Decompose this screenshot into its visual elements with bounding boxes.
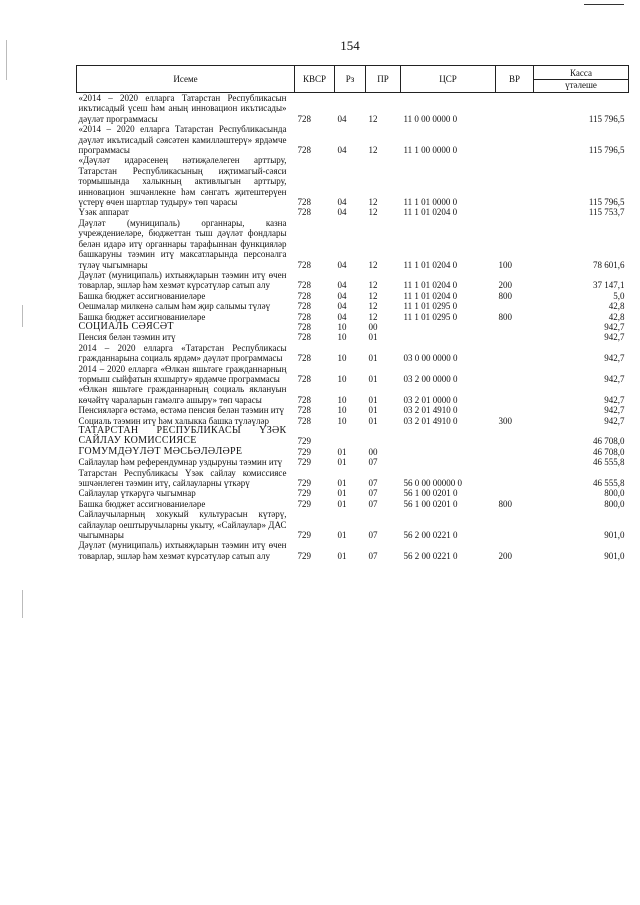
cell-vr: 200 bbox=[498, 280, 512, 291]
cell-rz: 04 bbox=[337, 290, 347, 301]
cell-rz: 10 bbox=[337, 321, 347, 332]
cell-csr: 11 1 01 0204 0 bbox=[403, 207, 458, 218]
cell-amount: 942,7 bbox=[604, 353, 625, 364]
cell-amount: 942,7 bbox=[604, 332, 625, 343]
table-row bbox=[77, 447, 629, 457]
cell-vr bbox=[496, 332, 534, 342]
cell-name: Пенсия белән тәэмин итү bbox=[78, 332, 176, 343]
header-amount bbox=[534, 66, 629, 93]
cell-rz: 10 bbox=[337, 394, 347, 405]
cell-amount: 115 796,5 bbox=[588, 113, 625, 124]
cell-csr bbox=[401, 426, 496, 447]
cell-csr: 03 2 01 4910 0 bbox=[403, 405, 458, 416]
table-row bbox=[77, 384, 629, 405]
cell-kvsr: 728 bbox=[297, 290, 311, 301]
cell-name: Үзәк аппарат bbox=[78, 207, 129, 218]
cell-name: 2014 – 2020 елларга «Татарстан Республикасы гражданнарына социаль ярдәм» дәүләт программасы bbox=[78, 342, 287, 364]
cell-vr bbox=[496, 93, 534, 125]
cell-csr: 11 1 01 0204 0 bbox=[403, 259, 458, 270]
top-edge-line bbox=[584, 4, 624, 5]
cell-csr: 11 1 01 0295 0 bbox=[403, 301, 458, 312]
cell-vr bbox=[496, 155, 534, 207]
table-row bbox=[77, 218, 629, 270]
cell-name: Дәүләт (муниципаль) ихтыяҗларын тәэмин итү өчен товарлар, эшләр һәм хезмәт күрсәтүләр сатып алу bbox=[78, 269, 287, 291]
cell-csr: 11 1 01 0204 0 bbox=[403, 290, 458, 301]
cell-name: Пенсияләргә өстәмә, өстәмә пенсия белән тәэмин итү bbox=[78, 405, 285, 416]
cell-name: ГОМУМДӘҮЛӘТ МӘСЬӘЛӘЛӘРЕ bbox=[78, 445, 243, 457]
cell-kvsr: 728 bbox=[297, 415, 311, 426]
cell-name: Социаль тәэмин итү һәм халыкка башка түләүләр bbox=[78, 415, 270, 426]
cell-rz: 04 bbox=[337, 207, 347, 218]
cell-csr: 03 0 00 0000 0 bbox=[403, 353, 458, 364]
cell-amount: 901,0 bbox=[604, 530, 625, 541]
cell-name: Сайлаулар һәм референдумнар уздыруны тәэмин итү bbox=[78, 457, 283, 468]
cell-vr bbox=[496, 405, 534, 415]
cell-vr: 300 bbox=[498, 415, 512, 426]
cell-kvsr: 728 bbox=[297, 353, 311, 364]
cell-rz: 01 bbox=[337, 488, 347, 499]
header-name: Исеме bbox=[77, 66, 295, 93]
table-row bbox=[77, 499, 629, 509]
cell-vr bbox=[496, 207, 534, 217]
budget-table bbox=[76, 65, 629, 561]
table-row bbox=[77, 155, 629, 207]
cell-vr: 200 bbox=[498, 550, 512, 561]
scan-margin-mark bbox=[22, 590, 23, 618]
cell-amount: 5,0 bbox=[613, 290, 625, 301]
cell-csr: 56 0 00 00000 0 bbox=[403, 478, 462, 489]
cell-kvsr: 728 bbox=[297, 394, 311, 405]
header-kvsr: КВСР bbox=[295, 66, 335, 93]
cell-pr: 12 bbox=[368, 311, 378, 322]
cell-rz: 01 bbox=[337, 446, 347, 457]
cell-amount: 942,7 bbox=[604, 373, 625, 384]
cell-kvsr: 729 bbox=[297, 478, 311, 489]
cell-pr: 00 bbox=[368, 321, 378, 332]
cell-pr: 07 bbox=[368, 498, 378, 509]
cell-name: ТАТАРСТАН РЕСПУБЛИКАСЫ ҮЗӘК САЙЛАУ КОМИССИЯСЕ bbox=[78, 425, 287, 447]
cell-vr bbox=[496, 468, 534, 489]
cell-name: Башка бюджет ассигнованиеләре bbox=[78, 290, 206, 301]
cell-rz: 10 bbox=[337, 373, 347, 384]
cell-amount: 942,7 bbox=[604, 415, 625, 426]
table-row bbox=[77, 322, 629, 332]
cell-name: «2014 – 2020 елларга Татарстан Республикасын икътисадый үсеш һәм аның инновацион икътисады» дәүләт программасы bbox=[78, 93, 287, 124]
cell-csr bbox=[401, 322, 496, 332]
cell-vr bbox=[496, 364, 534, 385]
cell-amount: 115 753,7 bbox=[588, 207, 625, 218]
cell-vr: 100 bbox=[498, 259, 512, 270]
cell-csr: 11 1 00 0000 0 bbox=[403, 145, 458, 156]
table-row bbox=[77, 364, 629, 385]
cell-amount: 42,8 bbox=[608, 301, 625, 312]
cell-kvsr: 729 bbox=[297, 446, 311, 457]
cell-rz: 04 bbox=[337, 311, 347, 322]
header-vr: ВР bbox=[496, 66, 534, 93]
table-row bbox=[77, 291, 629, 301]
scan-margin-mark bbox=[22, 305, 23, 327]
header-amount-line1: Касса bbox=[570, 68, 592, 79]
cell-pr: 07 bbox=[368, 488, 378, 499]
cell-rz bbox=[335, 426, 366, 447]
cell-vr: 800 bbox=[498, 311, 512, 322]
cell-name: Сайлаучыларның хокукый культурасын күтәрү, сайлаулар оештыручыларны укыту, «Сайлаулар» ДАС чыгымнары bbox=[78, 509, 287, 541]
cell-pr: 00 bbox=[368, 446, 378, 457]
cell-kvsr: 729 bbox=[297, 488, 311, 499]
cell-rz: 10 bbox=[337, 415, 347, 426]
cell-name: «Дәүләт идарәсенең нәтиҗәлелеген арттыру, Татарстан Республикасының иҗтимагый-сәяси тормышында халыкның активлыгын арттыру, инновацион эшчәнлекне һәм сәнгатъ җитештерүен үстерү өчен шартлар тудыру» төп чарасы bbox=[78, 155, 287, 208]
cell-rz: 04 bbox=[337, 197, 347, 208]
cell-csr: 56 2 00 0221 0 bbox=[403, 530, 458, 541]
cell-kvsr: 729 bbox=[297, 436, 311, 447]
cell-kvsr: 728 bbox=[297, 207, 311, 218]
cell-rz: 04 bbox=[337, 301, 347, 312]
cell-kvsr: 728 bbox=[297, 311, 311, 322]
cell-amount: 42,8 bbox=[608, 311, 625, 322]
cell-csr: 56 1 00 0201 0 bbox=[403, 498, 458, 509]
cell-rz: 01 bbox=[337, 550, 347, 561]
cell-pr: 01 bbox=[368, 394, 378, 405]
cell-pr: 12 bbox=[368, 207, 378, 218]
cell-vr bbox=[496, 322, 534, 332]
table-row bbox=[77, 488, 629, 498]
cell-kvsr: 729 bbox=[297, 530, 311, 541]
cell-kvsr: 728 bbox=[297, 280, 311, 291]
cell-amount: 78 601,6 bbox=[593, 259, 625, 270]
cell-name: Оешмалар милкенә салым һәм җир салымы түләү bbox=[78, 301, 271, 312]
cell-name: «2014 – 2020 елларга Татарстан Республикасында дәүләт икътисадый сәясәтен камилләштерү» ярдәмче программасы bbox=[78, 124, 287, 156]
cell-vr bbox=[496, 488, 534, 498]
cell-pr: 12 bbox=[368, 145, 378, 156]
cell-vr bbox=[496, 343, 534, 364]
cell-vr: 800 bbox=[498, 290, 512, 301]
cell-pr: 01 bbox=[368, 415, 378, 426]
table-row bbox=[77, 124, 629, 155]
table-header-row bbox=[77, 66, 629, 93]
table-row bbox=[77, 332, 629, 342]
cell-amount: 46 555,8 bbox=[593, 478, 625, 489]
cell-csr: 11 0 00 0000 0 bbox=[403, 113, 458, 124]
cell-kvsr: 728 bbox=[297, 145, 311, 156]
cell-kvsr: 728 bbox=[297, 259, 311, 270]
cell-rz: 04 bbox=[337, 113, 347, 124]
cell-vr bbox=[496, 447, 534, 457]
cell-amount: 115 796,5 bbox=[588, 197, 625, 208]
cell-pr: 07 bbox=[368, 457, 378, 468]
cell-pr: 12 bbox=[368, 197, 378, 208]
cell-csr: 56 2 00 0221 0 bbox=[403, 550, 458, 561]
cell-csr: 03 2 00 0000 0 bbox=[403, 373, 458, 384]
cell-pr: 12 bbox=[368, 301, 378, 312]
cell-csr: 11 1 01 0295 0 bbox=[403, 311, 458, 322]
table-row bbox=[77, 457, 629, 467]
header-pr: ПР bbox=[366, 66, 401, 93]
cell-pr: 01 bbox=[368, 405, 378, 416]
cell-name: СОЦИАЛЬ СӘЯСӘТ bbox=[78, 320, 174, 332]
cell-kvsr: 729 bbox=[297, 457, 311, 468]
cell-pr bbox=[366, 426, 401, 447]
cell-rz: 04 bbox=[337, 280, 347, 291]
cell-csr: 03 2 01 0000 0 bbox=[403, 394, 458, 405]
cell-pr: 07 bbox=[368, 530, 378, 541]
cell-csr bbox=[401, 332, 496, 342]
cell-csr bbox=[401, 457, 496, 467]
cell-name: 2014 – 2020 елларга «Өлкән яшьтәге гражданнарның тормыш сыйфатын яхшырту» ярдәмче программасы bbox=[78, 363, 287, 384]
table-row bbox=[77, 301, 629, 311]
cell-vr bbox=[496, 509, 534, 540]
cell-pr: 01 bbox=[368, 332, 378, 343]
cell-name: Дәүләт (муниципаль) органнары, казна учреждениеләре, бюджеттан тыш дәүләт фондлары белән идарә итү органнары тарафыннан функцияләр башкаруны тәэмин итү максатларында персоналга түләү чыгымнары bbox=[78, 217, 287, 270]
cell-amount: 46 708,0 bbox=[593, 446, 625, 457]
page-number: 154 bbox=[340, 38, 360, 53]
cell-pr: 12 bbox=[368, 113, 378, 124]
cell-kvsr: 729 bbox=[297, 550, 311, 561]
header-amount-line2: үтәлеше bbox=[534, 79, 628, 90]
cell-csr: 11 1 01 0204 0 bbox=[403, 280, 458, 291]
cell-vr bbox=[496, 426, 534, 447]
header-csr: ЦСР bbox=[401, 66, 496, 93]
cell-amount: 115 796,5 bbox=[588, 145, 625, 156]
table-row bbox=[77, 405, 629, 415]
cell-pr: 12 bbox=[368, 259, 378, 270]
cell-csr: 56 1 00 0201 0 bbox=[403, 488, 458, 499]
cell-amount: 901,0 bbox=[604, 550, 625, 561]
cell-rz: 04 bbox=[337, 259, 347, 270]
cell-vr bbox=[496, 124, 534, 155]
cell-pr: 07 bbox=[368, 550, 378, 561]
table-row bbox=[77, 343, 629, 364]
cell-kvsr: 728 bbox=[297, 301, 311, 312]
cell-vr bbox=[496, 457, 534, 467]
cell-amount: 942,7 bbox=[604, 321, 625, 332]
cell-csr bbox=[401, 447, 496, 457]
cell-rz: 01 bbox=[337, 498, 347, 509]
cell-kvsr: 728 bbox=[297, 405, 311, 416]
cell-rz: 01 bbox=[337, 457, 347, 468]
cell-amount: 800,0 bbox=[604, 498, 625, 509]
cell-rz: 10 bbox=[337, 332, 347, 343]
table-row bbox=[77, 270, 629, 291]
cell-csr: 03 2 01 4910 0 bbox=[403, 415, 458, 426]
cell-amount: 800,0 bbox=[604, 488, 625, 499]
cell-kvsr: 728 bbox=[297, 113, 311, 124]
table-row bbox=[77, 468, 629, 489]
cell-amount: 46 555,8 bbox=[593, 457, 625, 468]
cell-pr: 07 bbox=[368, 478, 378, 489]
cell-pr: 01 bbox=[368, 373, 378, 384]
cell-name: «Өлкән яшьтәге гражданнарның социаль яклануын көчәйтү чараларын гамәлгә ашыру» төп чарасы bbox=[78, 384, 287, 405]
cell-rz: 10 bbox=[337, 405, 347, 416]
cell-vr bbox=[496, 384, 534, 405]
cell-name: Башка бюджет ассигнованиеләре bbox=[78, 311, 206, 322]
cell-amount: 37 147,1 bbox=[593, 280, 625, 291]
cell-amount: 942,7 bbox=[604, 405, 625, 416]
cell-vr bbox=[496, 301, 534, 311]
cell-pr: 12 bbox=[368, 280, 378, 291]
cell-rz: 01 bbox=[337, 530, 347, 541]
cell-amount: 46 708,0 bbox=[593, 436, 625, 447]
cell-name: Татарстан Республикасы Үзәк сайлау комиссиясе эшчәнлеген тәэмин итү, сайлауларны үткәрү bbox=[78, 467, 287, 489]
cell-kvsr: 729 bbox=[297, 498, 311, 509]
table-row bbox=[77, 426, 629, 447]
cell-name: Дәүләт (муниципаль) ихтыяҗларын тәэмин итү өчен товарлар, эшләр һәм хезмәт күрсәтүләр сатып алу bbox=[78, 540, 287, 561]
cell-name: Башка бюджет ассигнованиеләре bbox=[78, 498, 206, 509]
cell-rz: 04 bbox=[337, 145, 347, 156]
cell-amount: 942,7 bbox=[604, 394, 625, 405]
table-row bbox=[77, 540, 629, 561]
table-body bbox=[77, 93, 629, 562]
table-row bbox=[77, 93, 629, 125]
cell-pr: 12 bbox=[368, 290, 378, 301]
cell-rz: 01 bbox=[337, 478, 347, 489]
header-rz: Рз bbox=[335, 66, 366, 93]
cell-kvsr: 728 bbox=[297, 197, 311, 208]
cell-vr: 800 bbox=[498, 498, 512, 509]
cell-csr: 11 1 01 0000 0 bbox=[403, 197, 458, 208]
cell-kvsr: 728 bbox=[297, 373, 311, 384]
cell-kvsr: 728 bbox=[297, 321, 311, 332]
cell-pr: 01 bbox=[368, 353, 378, 364]
cell-rz: 10 bbox=[337, 353, 347, 364]
cell-kvsr: 728 bbox=[297, 332, 311, 343]
table-row bbox=[77, 509, 629, 540]
cell-name: Сайлаулар үткәрүгә чыгымнар bbox=[78, 488, 196, 499]
table-row bbox=[77, 207, 629, 217]
